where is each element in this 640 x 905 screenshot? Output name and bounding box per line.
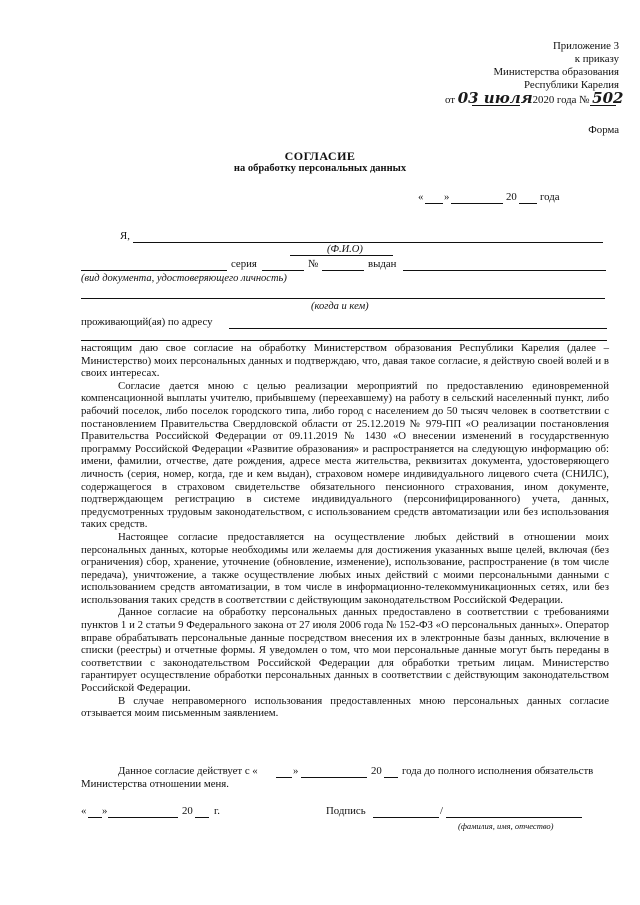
issued-by-field[interactable] <box>81 298 605 299</box>
signer-name-field[interactable] <box>446 817 582 818</box>
appendix-label: Приложение 3 <box>552 40 619 52</box>
ministry-label: Министерства образования <box>493 66 619 78</box>
top-date-year-suffix: года <box>540 191 560 203</box>
doc-caption: (вид документа, удостоверяющего личность) <box>81 273 287 284</box>
address-field[interactable] <box>229 328 607 329</box>
fio-caption: (Ф.И.О) <box>327 244 363 255</box>
signature-slash: / <box>440 805 443 817</box>
footer-month-field[interactable] <box>108 817 178 818</box>
order-label: к приказу <box>574 53 619 65</box>
validity-text-a: Данное согласие действует с « <box>118 765 258 777</box>
validity-year-field[interactable] <box>384 777 398 778</box>
address-label: проживающий(ая) по адресу <box>81 316 213 328</box>
number-label: № <box>308 258 319 270</box>
top-date-year-prefix: 20 <box>506 191 517 203</box>
paragraph-legal-basis: Данное согласие на обработку персональных данных предоставлено в соответствии с требованиями пунктов 1 и 2 статьи 9 Федерального закона от 27 июля 2006 года № 152-ФЗ «О персональных данных». Оператор вправе обрабатывать персональные данные посредством внесения их в электронные базы данных, включение в списки (реестры) и отчетные формы. Я уведомлен о том, что мои персональные данные могут быть переданы в соответствии с законодательством Российской Федерации для обработки третьим лицам. Министерство гарантирует осуществление обработки персональных данных в соответствии с действующим законодательством Российской Федерации. <box>81 606 609 695</box>
name-caption: (фамилия, имя, отчество) <box>458 821 554 831</box>
footer-day-field[interactable] <box>88 817 102 818</box>
document-subtitle: на обработку персональных данных <box>233 163 407 174</box>
top-date-close: » <box>444 191 450 203</box>
date-underline <box>472 105 520 106</box>
consent-body <box>81 342 609 720</box>
validity-year-prefix: 20 <box>371 765 382 777</box>
paragraph-consent: настоящим даю свое согласие на обработку Министерством образования Республики Карелия (далее – Министерство) моих персональных данных и подтверждаю, что, давая такое согласие, я действую своей волей и в своих интересах. <box>81 342 609 380</box>
series-field[interactable] <box>262 270 304 271</box>
doc-type-field[interactable] <box>81 270 227 271</box>
validity-text-b: » <box>293 765 299 777</box>
document-title: СОГЛАСИЕ <box>284 149 356 163</box>
fio-field[interactable] <box>133 242 603 243</box>
date-suffix: 2020 года № <box>532 94 590 106</box>
footer-year-field[interactable] <box>195 817 209 818</box>
paragraph-purpose: Согласие дается мною с целью реализации мероприятий по предоставлению единовременной компенсационной выплаты учителю, прибывшему (переехавшему) на работу в сельский населенный пункт, либо рабочий поселок, либо поселок городского типа, либо город с населением до 50 тысяч человек в соответствии с постановлением Правительства Свердловской области от 25.12.2019 № 979-ПП «О реализации постановления Правительства Российской Федерации от 09.11.2019 № 1430 «О внесении изменений в государственную программу Российской Федерации «Развитие образования» и распространяется на следующую информацию об: имени, фамилии, отчестве, дате рождения, адресе места жительства, реквизитах документа, удостоверяющего личность (серия, номер, когда, где и кем выдан), страховом номере индивидуального лицевого счета (СНИЛС), содержащегося в страховом свидетельстве обязательного пенсионного страхования, ином документе, подтверждающем регистрацию в системе индивидуального (персонифицированного) учета, данных, предусмотренных трудовым законодательством, с использованием средств автоматизации или без использования таких средств. <box>81 379 609 531</box>
top-date-month-field[interactable] <box>451 203 503 204</box>
when-caption: (когда и кем) <box>311 301 369 312</box>
i-label: Я, <box>120 230 130 242</box>
republic-label: Республики Карелия <box>523 79 619 91</box>
top-date-year-field[interactable] <box>519 203 537 204</box>
paragraph-revocation: В случае неправомерного использования предоставленных мною персональных данных согласие отзывается моим письменным заявлением. <box>81 694 609 720</box>
signature-field[interactable] <box>373 817 439 818</box>
top-date-open: « <box>418 191 424 203</box>
series-label: серия <box>231 258 257 270</box>
top-date-day-field[interactable] <box>425 203 443 204</box>
issued-label: выдан <box>368 258 397 270</box>
handwritten-date: 03 июля <box>457 89 533 107</box>
number-underline <box>590 105 616 106</box>
footer-year-suffix: г. <box>214 805 220 817</box>
address-field-line2[interactable] <box>81 340 607 341</box>
validity-text-d: года до полного исполнения обязательств <box>402 765 594 777</box>
issued-field[interactable] <box>403 270 606 271</box>
form-label: Форма <box>588 124 619 136</box>
footer-date-close: » <box>102 805 108 817</box>
fio-caption-underline <box>290 255 393 256</box>
handwritten-number: 502 <box>592 89 624 107</box>
footer-date-open: « <box>81 805 87 817</box>
signature-label: Подпись <box>326 805 366 817</box>
validity-text-e: Министерства отношении меня. <box>81 778 229 790</box>
footer-year-prefix: 20 <box>182 805 193 817</box>
doc-number-field[interactable] <box>322 270 364 271</box>
date-prefix: от <box>445 94 455 106</box>
validity-day-field[interactable] <box>276 777 292 778</box>
validity-month-field[interactable] <box>301 777 367 778</box>
paragraph-actions: Настоящее согласие предоставляется на осуществление любых действий в отношении моих персональных данных, которые необходимы или желаемы для достижения указанных выше целей, включая (без ограничения) сбор, хранение, уточнение (обновление, изменение), использование, распространение (в том числе передача), уничтожение, а также осуществление любых иных действий с моими персональными данными с использованием средств автоматизации, в том числе в информационно-телекоммуникационных сетях, или без использования таких средств в соответствии с действующим законодательством Российской Федерации. <box>81 530 609 606</box>
